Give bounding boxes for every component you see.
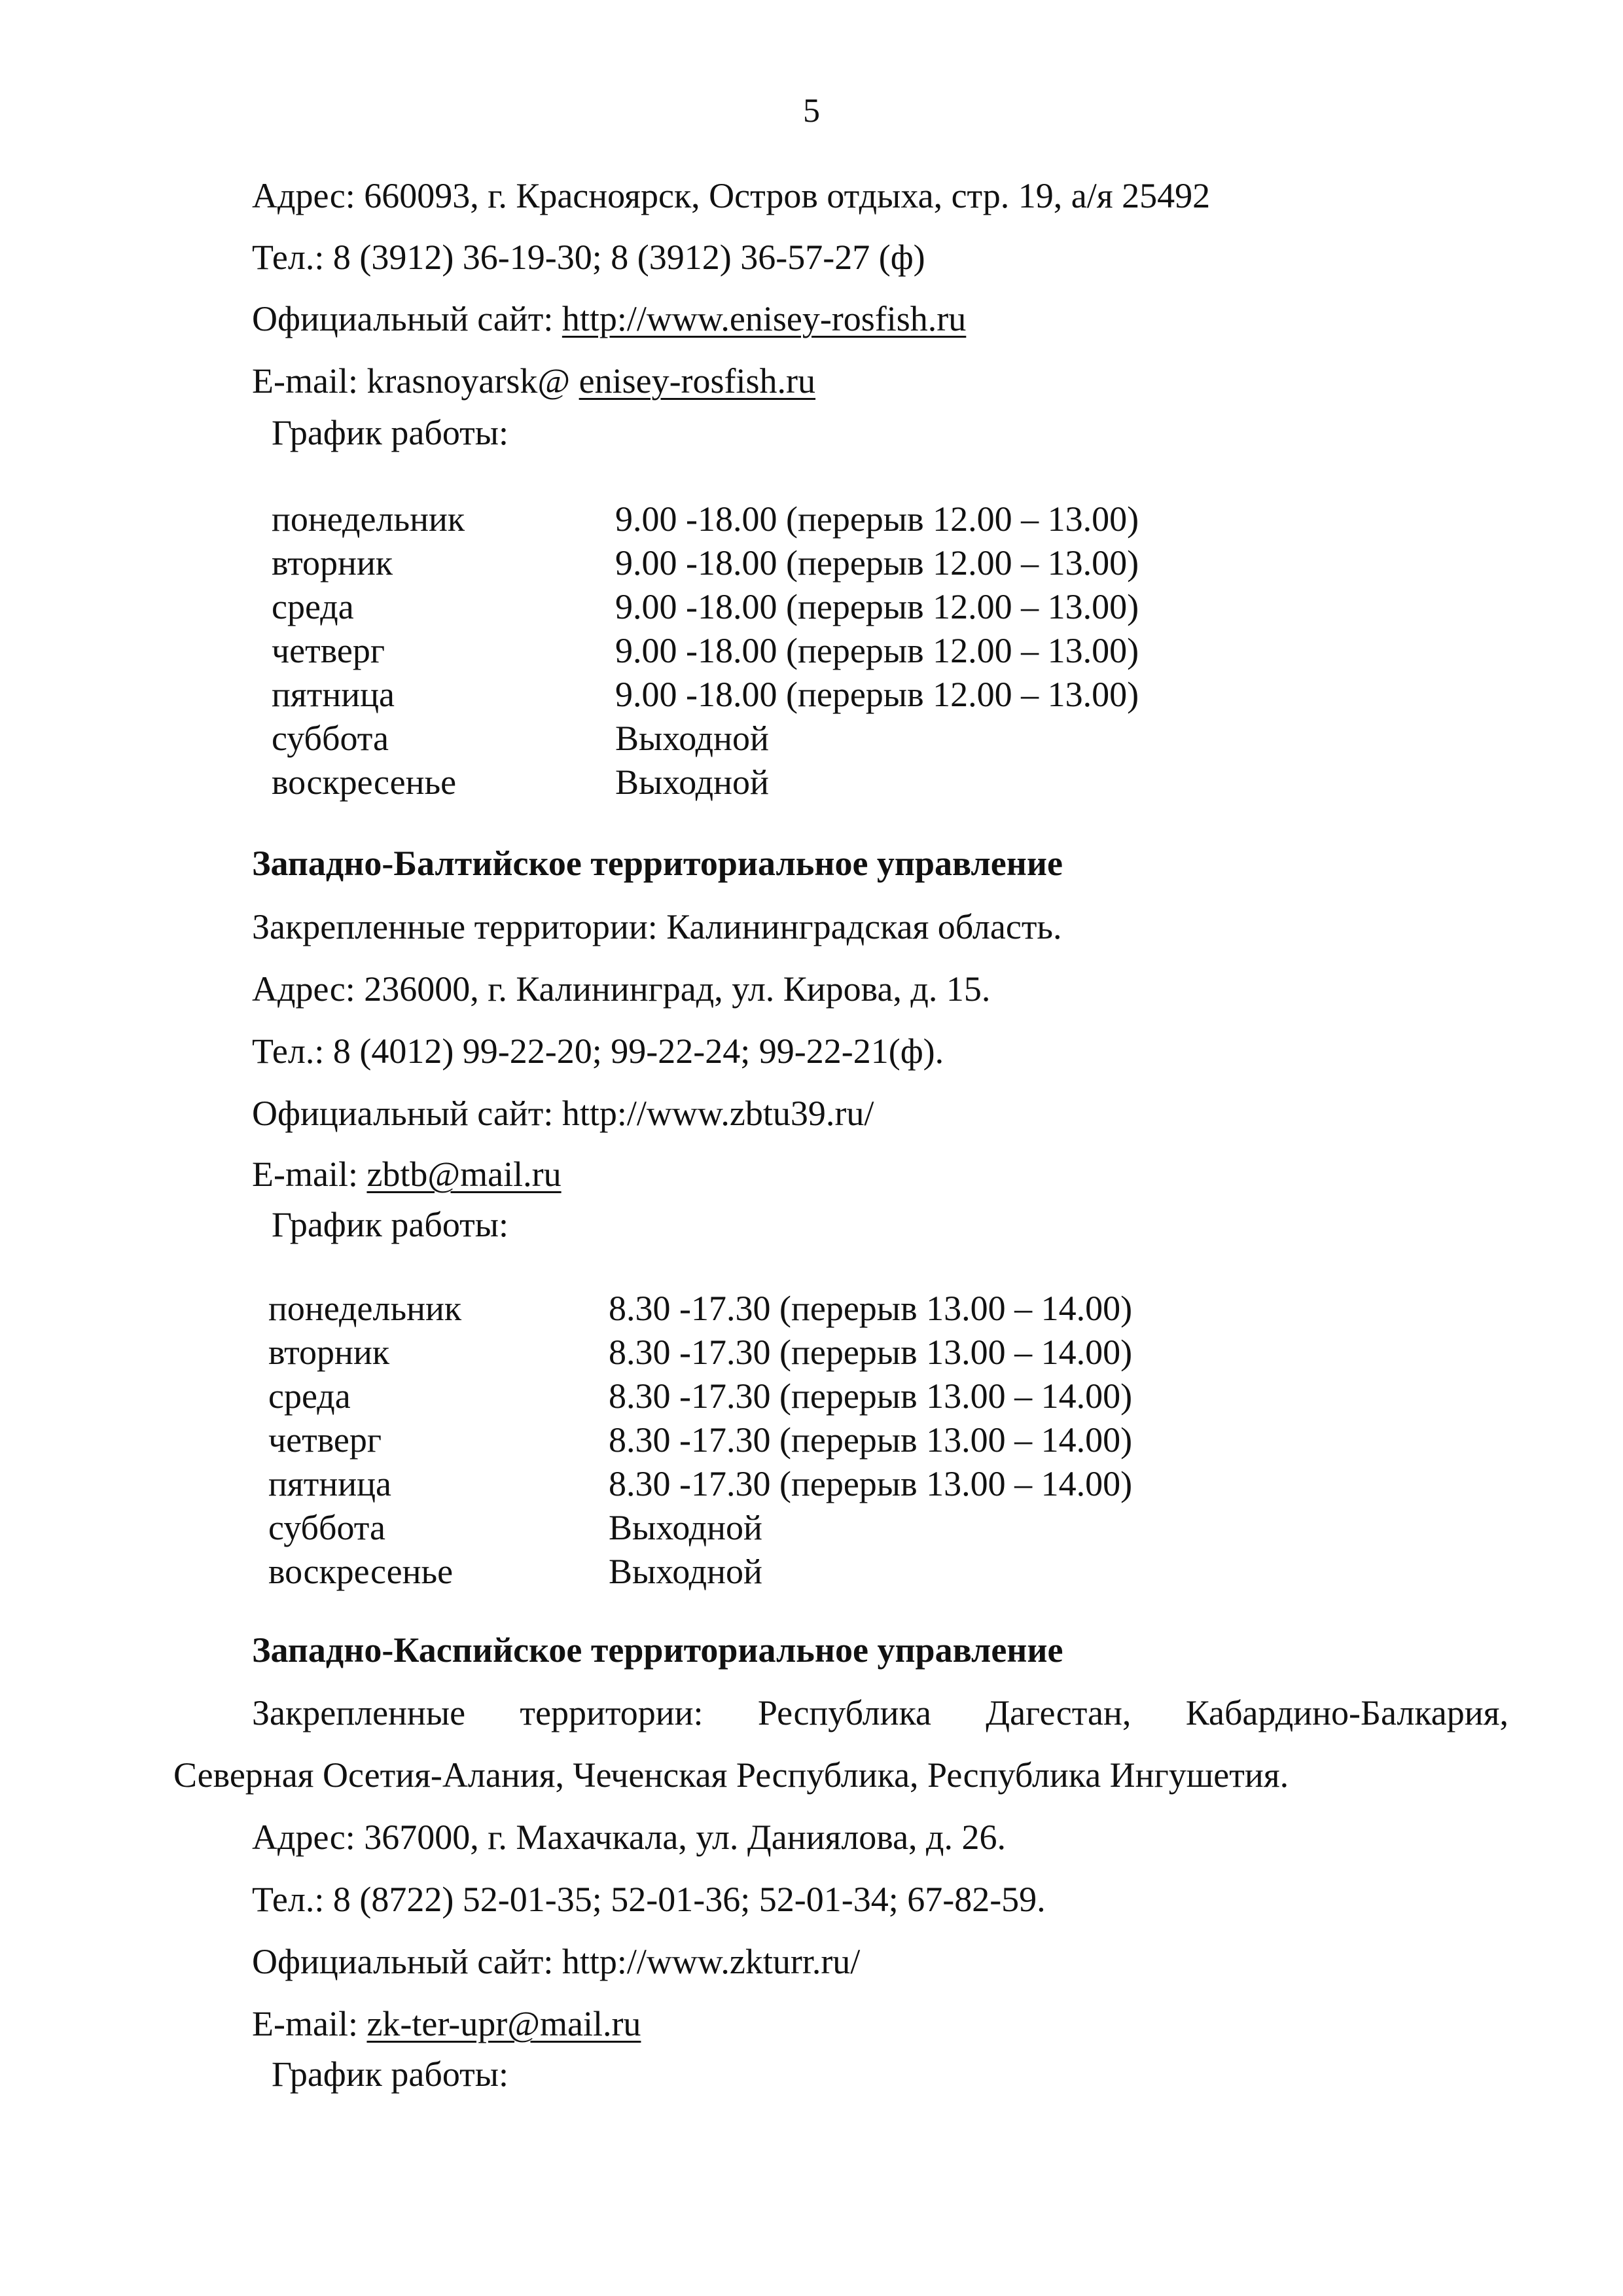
west-baltic-phone: Тел.: 8 (4012) 99-22-20; 99-22-24; 99-22-21(ф). — [252, 1031, 944, 1071]
territories-word: Дагестан, — [986, 1693, 1132, 1732]
schedule-day: среда — [268, 1376, 351, 1416]
schedule-time: 9.00 -18.00 (перерыв 12.00 – 13.00) — [615, 543, 1139, 583]
schedule-day: пятница — [268, 1464, 391, 1503]
schedule-time: Выходной — [609, 1508, 762, 1547]
schedule-time: 9.00 -18.00 (перерыв 12.00 – 13.00) — [615, 675, 1139, 714]
schedule-time: 9.00 -18.00 (перерыв 12.00 – 13.00) — [615, 631, 1139, 670]
schedule-day: воскресенье — [272, 762, 457, 802]
email-label: E-mail: — [252, 361, 367, 401]
schedule-time: 9.00 -18.00 (перерыв 12.00 – 13.00) — [615, 499, 1139, 539]
west-caspian-address: Адрес: 367000, г. Махачкала, ул. Даниялова, д. 26. — [252, 1818, 1007, 1857]
site-label: Официальный сайт: — [252, 299, 562, 338]
email-link[interactable]: zbtb@mail.ru — [366, 1155, 562, 1194]
west-caspian-phone: Тел.: 8 (8722) 52-01-35; 52-01-36; 52-01-34; 67-82-59. — [252, 1880, 1046, 1919]
krasnoyarsk-site — [252, 298, 966, 339]
west-baltic-address: Адрес: 236000, г. Калининград, ул. Кирова, д. 15. — [252, 969, 991, 1009]
schedule-time: 8.30 -17.30 (перерыв 13.00 – 14.00) — [609, 1289, 1133, 1328]
schedule-day: среда — [272, 587, 354, 626]
west-caspian-territories-cont: Северная Осетия-Алания, Чеченская Республика, Республика Ингушетия. — [173, 1755, 1289, 1795]
krasnoyarsk-schedule-label: График работы: — [272, 413, 509, 452]
schedule-day: вторник — [272, 543, 393, 583]
email-label: E-mail: — [252, 1155, 367, 1194]
west-caspian-territories — [252, 1693, 1508, 1733]
schedule-day: пятница — [272, 675, 395, 714]
west-caspian-title: Западно-Каспийское территориальное управление — [252, 1630, 1063, 1670]
page-number: 5 — [803, 92, 820, 130]
schedule-time: 8.30 -17.30 (перерыв 13.00 – 14.00) — [609, 1464, 1133, 1503]
schedule-day: суббота — [272, 719, 389, 758]
schedule-time: 8.30 -17.30 (перерыв 13.00 – 14.00) — [609, 1420, 1133, 1460]
schedule-day: четверг — [272, 631, 385, 670]
schedule-time: 8.30 -17.30 (перерыв 13.00 – 14.00) — [609, 1333, 1133, 1372]
west-baltic-territories: Закрепленные территории: Калининградская область. — [252, 907, 1062, 946]
schedule-day: четверг — [268, 1420, 382, 1460]
territories-word: Закрепленные — [252, 1693, 466, 1732]
west-baltic-email — [252, 1154, 562, 1194]
west-baltic-schedule-label: График работы: — [272, 1205, 509, 1244]
email-user: krasnoyarsk@ — [366, 361, 579, 401]
territories-word: Кабардино-Балкария, — [1185, 1693, 1508, 1732]
email-label: E-mail: — [252, 2004, 367, 2043]
territories-word: территории: — [520, 1693, 704, 1732]
krasnoyarsk-address: Адрес: 660093, г. Красноярск, Остров отдыха, стр. 19, а/я 25492 — [252, 176, 1211, 215]
email-link[interactable]: zk-ter-upr@mail.ru — [366, 2004, 641, 2043]
schedule-time: Выходной — [615, 762, 769, 802]
territories-word: Республика — [757, 1693, 931, 1732]
west-baltic-site: Официальный сайт: http://www.zbtu39.ru/ — [252, 1094, 874, 1133]
site-link[interactable]: http://www.enisey-rosfish.ru — [562, 299, 967, 338]
schedule-time: Выходной — [609, 1552, 762, 1591]
krasnoyarsk-email — [252, 361, 815, 401]
west-caspian-email — [252, 2003, 641, 2044]
west-baltic-title: Западно-Балтийское территориальное управление — [252, 844, 1063, 883]
west-caspian-schedule-label: График работы: — [272, 2054, 509, 2094]
schedule-day: вторник — [268, 1333, 390, 1372]
schedule-day: воскресенье — [268, 1552, 454, 1591]
schedule-day: понедельник — [268, 1289, 462, 1328]
schedule-day: понедельник — [272, 499, 465, 539]
email-domain-link[interactable]: enisey-rosfish.ru — [579, 361, 816, 401]
schedule-day: суббота — [268, 1508, 386, 1547]
west-caspian-site: Официальный сайт: http://www.zkturr.ru/ — [252, 1942, 861, 1981]
schedule-time: Выходной — [615, 719, 769, 758]
schedule-time: 9.00 -18.00 (перерыв 12.00 – 13.00) — [615, 587, 1139, 626]
schedule-time: 8.30 -17.30 (перерыв 13.00 – 14.00) — [609, 1376, 1133, 1416]
krasnoyarsk-phone: Тел.: 8 (3912) 36-19-30; 8 (3912) 36-57-27 (ф) — [252, 238, 925, 277]
